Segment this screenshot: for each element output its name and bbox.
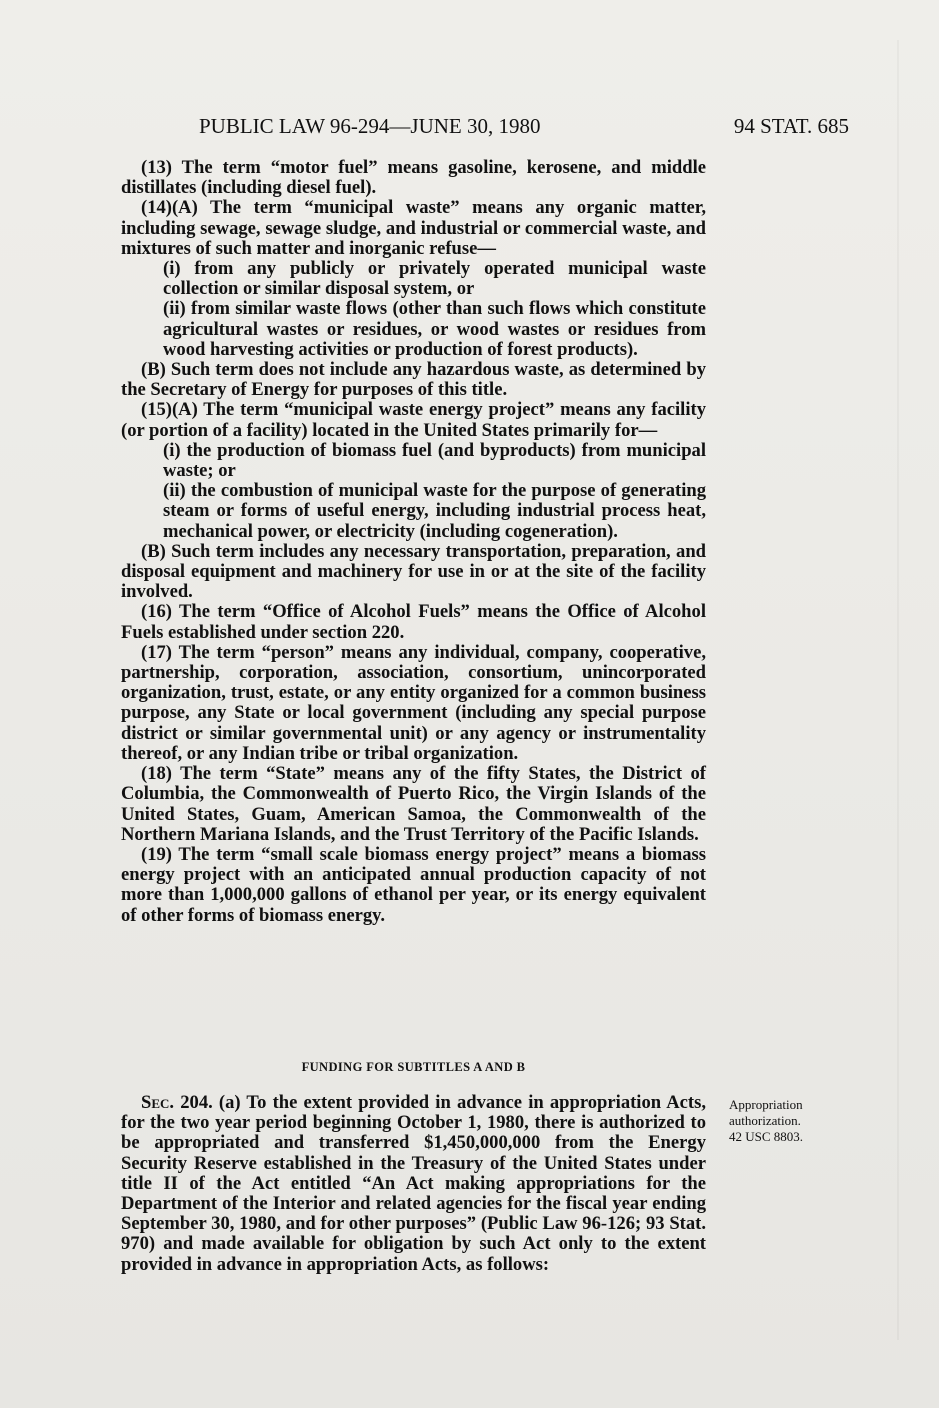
- paragraph-15a-i: (i) the production of biomass fuel (and byproducts) from municipal waste; or: [163, 439, 706, 482]
- paragraph-18: (18) The term “State” means any of the fifty States, the District of Columbia, the Commonwealth of Puerto Rico, the Virgin Islands of the United States, Guam, American Samoa, the Commonwealth of the Northern Mariana Islands, and the Trust Territory of the Pacific Islands.: [121, 763, 706, 845]
- paragraph-17: (17) The term “person” means any individual, company, cooperative, partnership, corporation, association, consortium, unincorporated organization, trust, estate, or any entity organized for a common business purpose, any State or local government (including any special purpose district or similar governmental unit) or any agency or instrumentality thereof, or any Indian tribe or tribal organization.: [121, 641, 706, 764]
- section-204a-paragraph: [121, 1093, 706, 1275]
- margin-note: [729, 1097, 839, 1145]
- paragraph-14a-i: (i) from any publicly or privately operated municipal waste collection or similar disposal system, or: [163, 258, 706, 300]
- paragraph-13: (13) The term “motor fuel” means gasoline, kerosene, and middle distillates (including diesel fuel).: [121, 157, 706, 199]
- paragraph-14b: (B) Such term does not include any hazardous waste, as determined by the Secretary of Energy for purposes of this title.: [121, 359, 706, 401]
- page-header: [199, 111, 849, 141]
- margin-note-line-2: authorization.: [729, 1113, 801, 1128]
- paragraph-15b: (B) Such term includes any necessary transportation, preparation, and disposal equipment and machinery for use in or at the site of the facility involved.: [121, 540, 706, 603]
- paragraph-16: (16) The term “Office of Alcohol Fuels” means the Office of Alcohol Fuels established under section 220.: [121, 601, 706, 643]
- margin-note-line-1: Appropriation: [729, 1097, 803, 1112]
- paragraph-14a-ii: (ii) from similar waste flows (other than such flows which constitute agricultural wastes or residues, or wood wastes or residues from wood harvesting activities or production of forest products).: [163, 298, 706, 360]
- paragraph-14a: (14)(A) The term “municipal waste” means any organic matter, including sewage, sewage sludge, and industrial or commercial waste, and mixtures of such matter and inorganic refuse—: [121, 197, 706, 259]
- section-204a-text: 204. (a) To the extent provided in advance in appropriation Acts, for the two year period beginning October 1, 1980, there is authorized to be appropriated and transferred $1,450,000,000 from the Energy Security Reserve established in the Treasury of the United States under title II of the Act entitled “An Act making appropriations for the Department of the Interior and related agencies for the fiscal year ending September 30, 1980, and for other purposes” (Public Law 96-126; 93 Stat. 970) and made available for obligation by such Act only to the extent provided in advance in appropriation Acts, as follows:: [121, 1092, 706, 1275]
- paragraph-19: (19) The term “small scale biomass energy project” means a biomass energy project with an anticipated annual production capacity of not more than 1,000,000 gallons of ethanol per year, or its energy equivalent of other forms of biomass energy.: [121, 843, 706, 926]
- margin-note-line-3: 42 USC 8803.: [729, 1129, 804, 1144]
- section-204: [121, 1093, 706, 1275]
- bleed-through-shadow: [897, 40, 899, 1340]
- section-label: Sec.: [141, 1092, 175, 1113]
- funding-heading: FUNDING FOR SUBTITLES A AND B: [301, 1060, 526, 1074]
- header-title: PUBLIC LAW 96-294—JUNE 30, 1980: [199, 114, 541, 138]
- paragraph-15a: (15)(A) The term “municipal waste energy project” means any facility (or portion of a facility) located in the United States primarily for—: [121, 399, 706, 441]
- header-page-ref: 94 STAT. 685: [733, 114, 849, 138]
- definitions-text: [121, 158, 706, 926]
- paragraph-15a-ii: (ii) the combustion of municipal waste for the purpose of generating steam or forms of useful energy, including industrial process heat, mechanical power, or electricity (including cogeneration).: [163, 480, 706, 542]
